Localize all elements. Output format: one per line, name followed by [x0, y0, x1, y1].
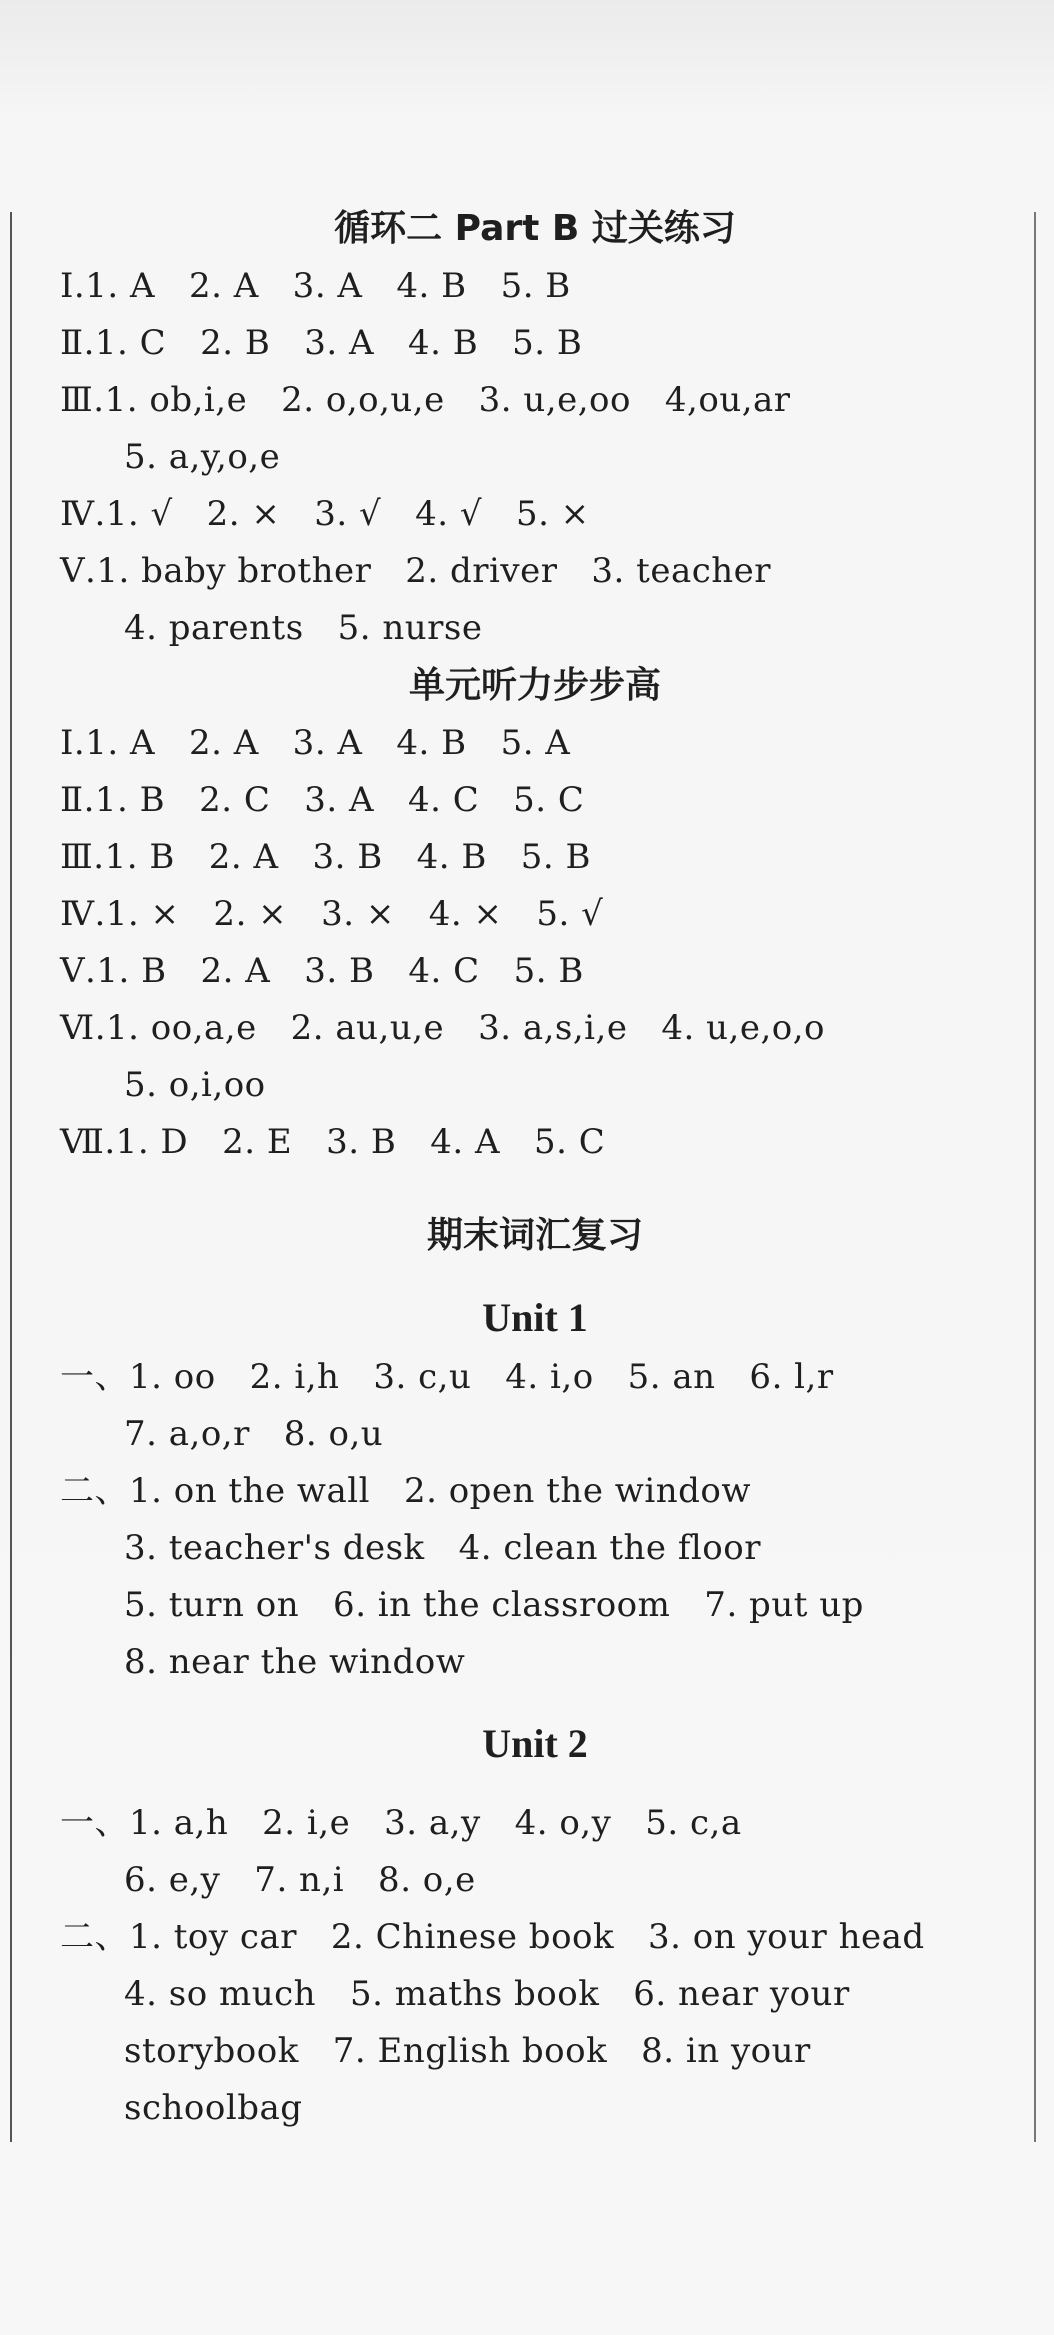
answer-line: Ⅲ.1. B 2. A 3. B 4. B 5. B: [60, 837, 592, 877]
answer-line: Ⅱ.1. B 2. C 3. A 4. C 5. C: [60, 780, 585, 820]
answer-line: Ⅰ.1. A 2. A 3. A 4. B 5. B: [60, 266, 571, 306]
answer-line: 一、1. oo 2. i,h 3. c,u 4. i,o 5. an 6. l,r: [60, 1357, 834, 1397]
section-title-vocab-review: 期末词汇复习: [426, 1215, 643, 1256]
answer-line-continued: schoolbag: [124, 2088, 303, 2128]
answer-line: Ⅳ.1. √ 2. × 3. √ 4. √ 5. ×: [60, 494, 590, 534]
answer-line: 二、1. on the wall 2. open the window: [60, 1471, 751, 1511]
answer-line: Ⅰ.1. A 2. A 3. A 4. B 5. A: [60, 723, 571, 763]
answer-line-continued: 5. a,y,o,e: [124, 437, 281, 477]
answer-line-continued: storybook 7. English book 8. in your: [124, 2031, 811, 2071]
answer-line-continued: 5. o,i,oo: [124, 1065, 266, 1105]
answer-line-continued: 3. teacher's desk 4. clean the floor: [124, 1528, 761, 1568]
answer-line-continued: 6. e,y 7. n,i 8. o,e: [124, 1860, 476, 1900]
right-margin-rule: [1034, 212, 1036, 2142]
answer-line: 一、1. a,h 2. i,e 3. a,y 4. o,y 5. c,a: [60, 1803, 742, 1843]
answer-line: Ⅲ.1. ob,i,e 2. o,o,u,e 3. u,e,oo 4,ou,ar: [60, 380, 791, 420]
unit-1-title: Unit 1: [482, 1295, 588, 1340]
answer-line-continued: 8. near the window: [124, 1642, 466, 1682]
answer-line: Ⅵ.1. oo,a,e 2. au,u,e 3. a,s,i,e 4. u,e,o,o: [60, 1008, 826, 1048]
answer-line: Ⅳ.1. × 2. × 3. × 4. × 5. √: [60, 894, 604, 934]
answer-content: [60, 200, 1010, 2137]
answer-line-continued: 4. parents 5. nurse: [124, 608, 483, 648]
answer-line: Ⅶ.1. D 2. E 3. B 4. A 5. C: [60, 1122, 606, 1162]
unit-2-title: Unit 2: [482, 1721, 588, 1766]
answer-line-continued: 7. a,o,r 8. o,u: [124, 1414, 384, 1454]
answer-line: 二、1. toy car 2. Chinese book 3. on your head: [60, 1917, 925, 1957]
answer-line: Ⅴ.1. baby brother 2. driver 3. teacher: [60, 551, 772, 591]
answer-line: Ⅱ.1. C 2. B 3. A 4. B 5. B: [60, 323, 583, 363]
answer-line: Ⅴ.1. B 2. A 3. B 4. C 5. B: [60, 951, 584, 991]
section-title-listening: 单元听力步步高: [408, 665, 661, 706]
section-title-cycle2-partb: 循环二 Part B 过关练习: [334, 208, 736, 249]
answer-line-continued: 4. so much 5. maths book 6. near your: [124, 1974, 850, 2014]
left-margin-rule: [10, 212, 12, 2142]
answer-line-continued: 5. turn on 6. in the classroom 7. put up: [124, 1585, 864, 1625]
